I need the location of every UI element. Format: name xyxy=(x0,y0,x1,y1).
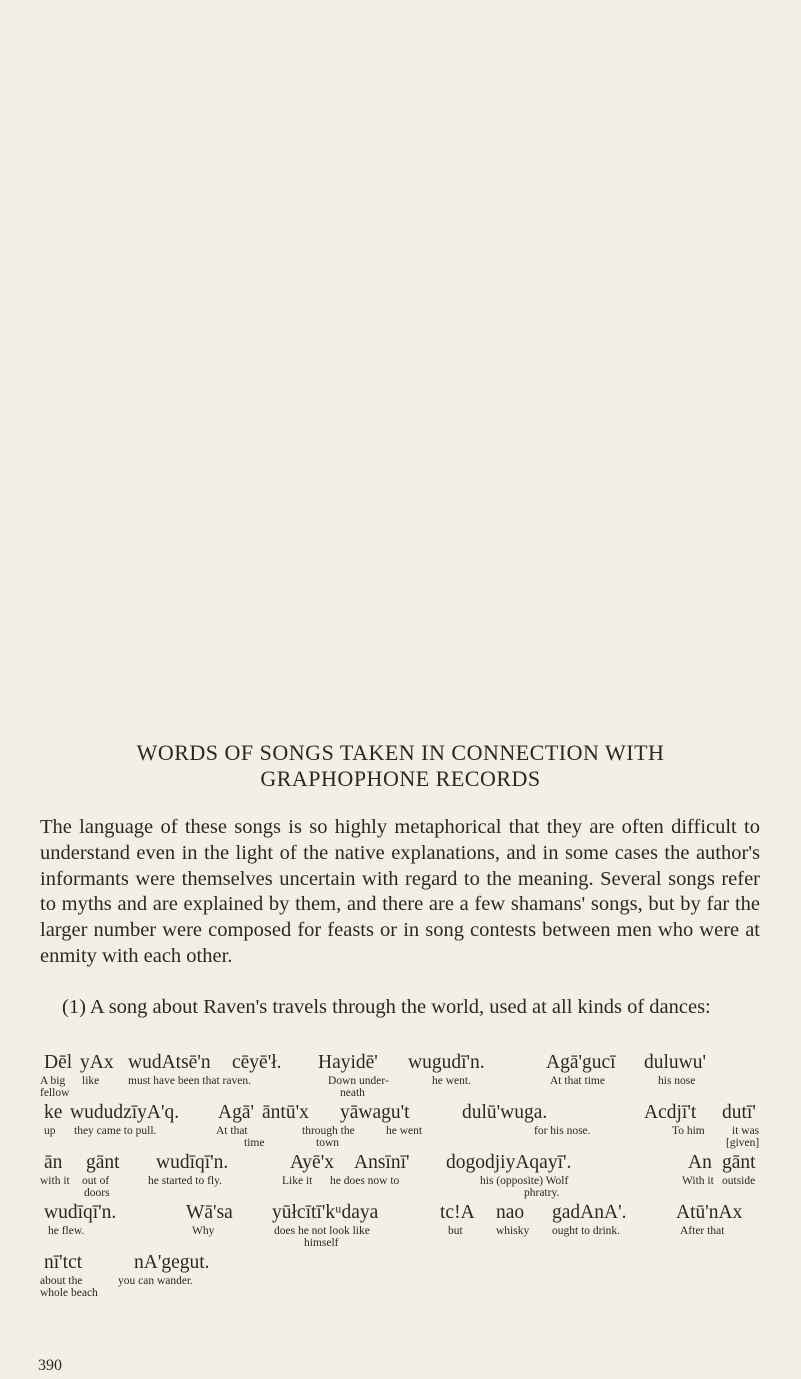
song1-gloss: fellow xyxy=(40,1087,70,1099)
song1-word: Agā' xyxy=(218,1102,255,1123)
song1-gloss: he went xyxy=(386,1125,423,1137)
song1-word: āntū'x xyxy=(262,1102,309,1123)
song1-gloss: [given] xyxy=(726,1137,760,1149)
song1-gloss: Why xyxy=(192,1225,215,1237)
song1-gloss: must have been that raven. xyxy=(128,1075,251,1087)
song1-gloss: like xyxy=(82,1075,100,1087)
song1-word: tc!A xyxy=(440,1202,475,1223)
song1-gloss: they came to pull. xyxy=(74,1125,157,1137)
song1-word: gadAnA'. xyxy=(552,1202,627,1223)
song1-intro: (1) A song about Raven's travels through the world, used at all kinds of dances: xyxy=(62,996,711,1018)
song1-gloss: he flew. xyxy=(48,1225,85,1237)
song1-gloss: out of xyxy=(82,1175,110,1187)
song1-word: yAx xyxy=(80,1052,114,1073)
song1-gloss: he does now to xyxy=(330,1175,400,1187)
song1-gloss: To him xyxy=(672,1125,705,1137)
song1-word: Dēl xyxy=(44,1052,73,1073)
song1-gloss: himself xyxy=(304,1237,339,1249)
song1-gloss: with it xyxy=(40,1175,70,1187)
song1-word: nao xyxy=(496,1202,525,1223)
song1-gloss: town xyxy=(316,1137,339,1149)
song1-word: wugudī'n. xyxy=(408,1052,485,1073)
song1-word: Ansīnī' xyxy=(354,1152,410,1173)
song1-gloss: whisky xyxy=(496,1225,530,1237)
song1-gloss: time xyxy=(244,1137,265,1149)
song1-word: dulū'wuga. xyxy=(462,1102,548,1123)
song1-gloss: whole beach xyxy=(40,1287,98,1299)
song1-word: wududzīyA'q. xyxy=(70,1102,180,1123)
song1-gloss: through the xyxy=(302,1125,355,1137)
song1-gloss: his nose xyxy=(658,1075,696,1087)
intro-paragraph: The language of these songs is so highly metaphorical that they are often difficult to understand even in the light of the native explanations, and in some cases the author's informants were themselves uncertain with regard to the meaning. Several songs refer to myths and are explained by them, and there are a few shamans' songs, but by far the larger number were composed for feasts or in song contests between men who were at enmity with each other. xyxy=(40,816,760,967)
page-title-line-2: GRAPHOPHONE RECORDS xyxy=(260,766,541,791)
song1-word: yūłcītī'kᵘdaya xyxy=(272,1202,379,1223)
song1-word: dogodjiyAqayī'. xyxy=(446,1152,572,1173)
song1-gloss: ought to drink. xyxy=(552,1225,621,1237)
song1-word: cēyē'ł. xyxy=(232,1052,282,1073)
song1-gloss: neath xyxy=(340,1087,365,1099)
song1-gloss: phratry. xyxy=(524,1187,560,1199)
song1-gloss: Down under- xyxy=(328,1075,389,1087)
song1-gloss: outside xyxy=(722,1175,756,1187)
song1-word: yāwagu't xyxy=(340,1102,410,1123)
song1-gloss: With it xyxy=(682,1175,714,1187)
song1-gloss: After that xyxy=(680,1225,725,1237)
song1-word: wudAtsē'n xyxy=(128,1052,211,1073)
song1-word: ān xyxy=(44,1152,63,1173)
song1-gloss: up xyxy=(44,1125,56,1137)
song1-word: gānt xyxy=(722,1152,756,1173)
song1-word: Agā'gucī xyxy=(546,1052,616,1073)
song1-word: dutī' xyxy=(722,1102,756,1123)
song1-word: Wā'sa xyxy=(186,1202,233,1223)
song1-word: Ayē'x xyxy=(290,1152,334,1173)
song1-word: gānt xyxy=(86,1152,120,1173)
song1-gloss: you can wander. xyxy=(118,1275,194,1287)
song1-word: Hayidē' xyxy=(318,1052,378,1073)
song1-word: wudīqī'n. xyxy=(156,1152,229,1173)
song1-gloss: it was xyxy=(732,1125,760,1137)
song1-gloss: his (opposite) Wolf xyxy=(480,1175,569,1187)
page-number: 390 xyxy=(38,1357,62,1374)
song1-word: nA'gegut. xyxy=(134,1252,210,1273)
song1-word: Atū'nAx xyxy=(676,1202,743,1223)
song1-word: An xyxy=(688,1152,712,1173)
song1-gloss: doors xyxy=(84,1187,110,1199)
song1-gloss: he went. xyxy=(432,1075,471,1087)
song1-gloss: At that time xyxy=(550,1075,605,1087)
song1-gloss: for his nose. xyxy=(534,1125,591,1137)
song1-gloss: he started to fly. xyxy=(148,1175,222,1187)
song1-gloss: Like it xyxy=(282,1175,313,1187)
song1-gloss: does he not look like xyxy=(274,1225,370,1237)
song1-gloss: about the xyxy=(40,1275,83,1287)
song1-word: ke xyxy=(44,1102,63,1123)
song1-word: wudīqī'n. xyxy=(44,1202,117,1223)
song1-word: duluwu' xyxy=(644,1052,707,1073)
page-title-line-1: WORDS OF SONGS TAKEN IN CONNECTION WITH xyxy=(136,740,665,765)
song1-gloss: At that xyxy=(216,1125,248,1137)
song1-word: Acdjī't xyxy=(644,1102,697,1123)
song1-gloss: A big xyxy=(40,1075,66,1087)
song1-gloss: but xyxy=(448,1225,463,1237)
song1-word: nī'tct xyxy=(44,1252,83,1273)
